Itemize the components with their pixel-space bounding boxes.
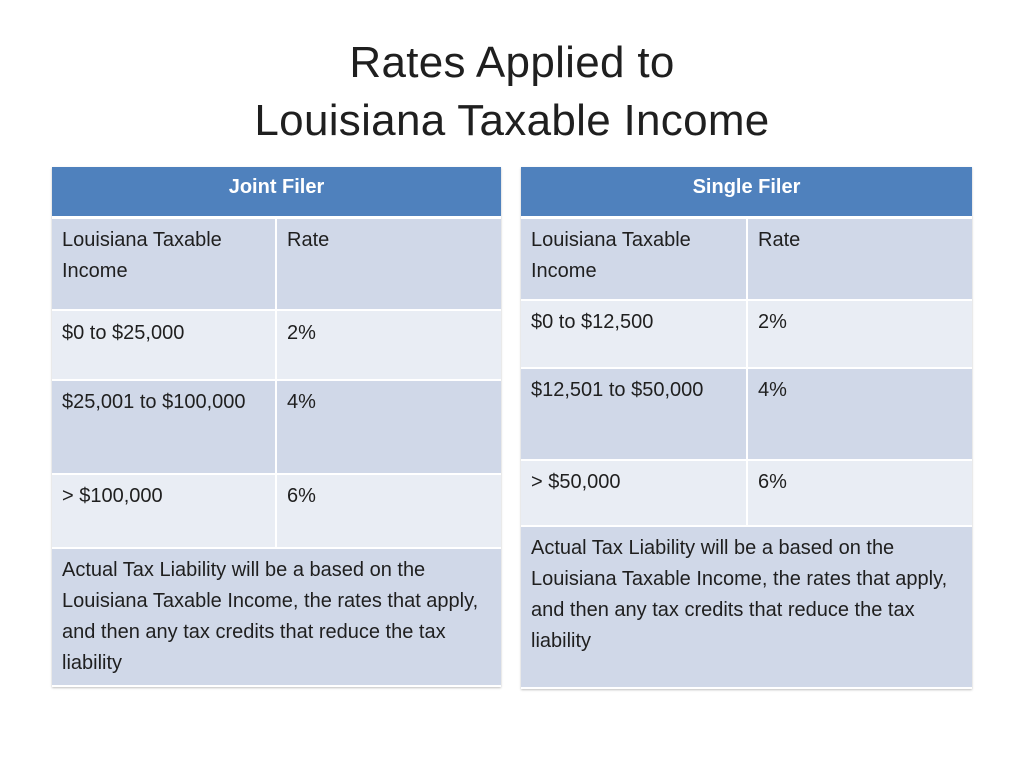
- table-row: [52, 219, 501, 310]
- income-cell: $12,501 to $50,000: [521, 368, 747, 460]
- income-cell: $0 to $12,500: [521, 300, 747, 368]
- table-row: [52, 548, 501, 686]
- tax-liability-note: Actual Tax Liability will be a based on the Louisiana Taxable Income, the rates that apply, and then any tax credits that reduce the tax liability: [52, 548, 501, 686]
- table-row: [52, 380, 501, 474]
- column-header-rate: Rate: [276, 219, 501, 310]
- rate-cell: 6%: [276, 474, 501, 548]
- table-row: [521, 219, 972, 300]
- income-cell: > $50,000: [521, 460, 747, 526]
- table-row: [521, 368, 972, 460]
- table-row: [52, 474, 501, 548]
- column-header-income: Louisiana Taxable Income: [521, 219, 747, 300]
- column-header-rate: Rate: [747, 219, 972, 300]
- rate-cell: 4%: [747, 368, 972, 460]
- column-header-income: Louisiana Taxable Income: [52, 219, 276, 310]
- income-cell: $0 to $25,000: [52, 310, 276, 380]
- rate-cell: 4%: [276, 380, 501, 474]
- single-filer-table: [521, 167, 972, 689]
- table-row: [521, 300, 972, 368]
- joint-rates-table: [52, 219, 501, 687]
- joint-filer-header: Joint Filer: [52, 167, 501, 219]
- rate-cell: 2%: [747, 300, 972, 368]
- rate-cell: 2%: [276, 310, 501, 380]
- slide-title: [0, 34, 1024, 150]
- income-cell: $25,001 to $100,000: [52, 380, 276, 474]
- title-line-1: Rates Applied to: [349, 38, 675, 87]
- table-row: [521, 460, 972, 526]
- income-cell: > $100,000: [52, 474, 276, 548]
- title-line-2: Louisiana Taxable Income: [254, 96, 770, 145]
- single-filer-header: Single Filer: [521, 167, 972, 219]
- rate-cell: 6%: [747, 460, 972, 526]
- joint-filer-table: [52, 167, 501, 687]
- table-row: [521, 526, 972, 688]
- tax-liability-note: Actual Tax Liability will be a based on the Louisiana Taxable Income, the rates that apply, and then any tax credits that reduce the tax liability: [521, 526, 972, 688]
- single-rates-table: [521, 219, 972, 689]
- table-row: [52, 310, 501, 380]
